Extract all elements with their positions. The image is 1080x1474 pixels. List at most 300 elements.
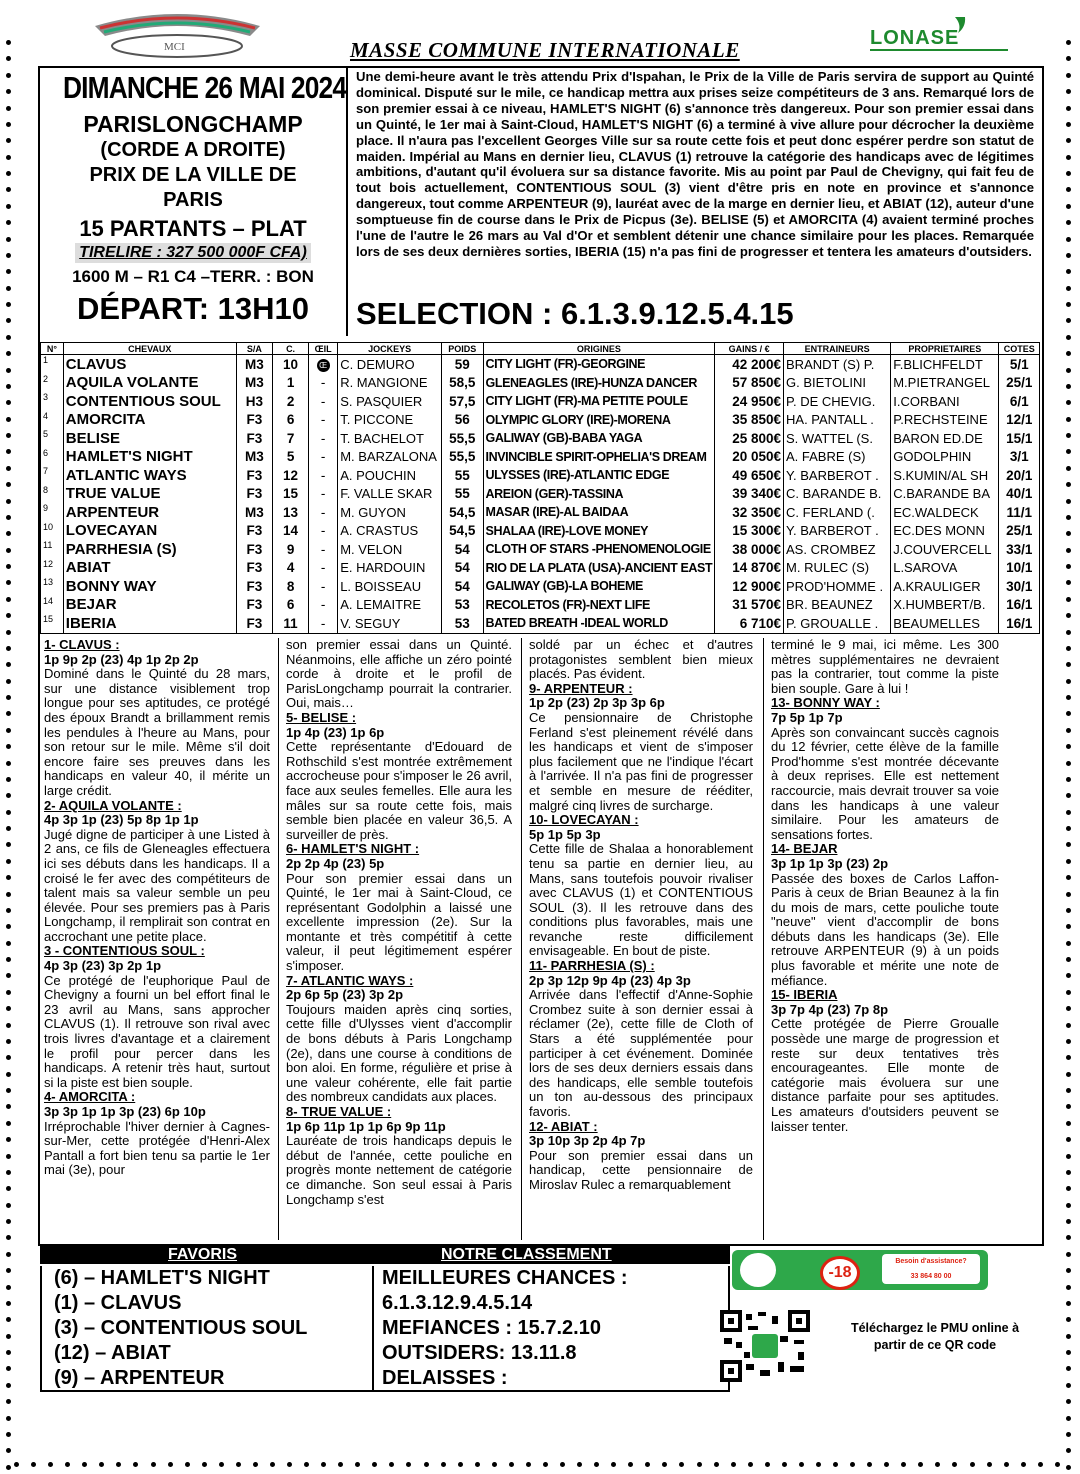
comment-form: 1p 6p 11p 1p 1p 6p 9p 11p [286, 1118, 446, 1134]
border-dot [6, 351, 11, 356]
runner-origines: MASAR (IRE)-AL BAIDAA [483, 503, 715, 522]
border-dot [6, 1285, 11, 1290]
runner-corde: 13 [272, 503, 308, 522]
runner-entraineur: C. BARANDE B. [784, 485, 891, 504]
runner-jockey: M. GUYON [338, 503, 442, 522]
border-dot [6, 1317, 11, 1322]
runner-proprietaire: I.CORBANI [891, 392, 999, 411]
border-dot [1066, 875, 1071, 880]
border-dot [1066, 1416, 1071, 1421]
border-dot [782, 1462, 787, 1467]
border-dot [6, 1235, 11, 1240]
border-dot [99, 1462, 104, 1467]
runner-poids: 55 [442, 466, 483, 485]
selection: SELECTION : 6.1.3.9.12.5.4.15 [356, 296, 794, 331]
border-dot [1066, 220, 1071, 225]
lonase-logo [870, 13, 1010, 58]
runner-jockey: V. SEGUY [338, 614, 442, 633]
border-dot [1004, 1462, 1009, 1467]
runner-proprietaire: X.HUMBERT/B. [891, 596, 999, 615]
border-dot [6, 122, 11, 127]
border-dot [6, 1366, 11, 1371]
comment-heading: 12- ABIAT : [529, 1118, 598, 1134]
comment-text: Toujours maiden après cinq sorties, cette fille d'Ulysses vient d'accomplir de bons débuts à Paris Longchamp (2e), dans une course à conditions de bon aloi. En forme, régulière et prise à une valeur cohérente, elle fait partie des nombreux candidats aux places. [286, 1001, 512, 1105]
border-dot [1066, 499, 1071, 504]
border-dot [1066, 859, 1071, 864]
comment-text: Dominé dans le Quinté du 28 mars, sur une distance visiblement trop longue pour ses aptitudes, ce protégé des époux Brandt a brillamment remis les pendules à l'heure au Mans, pour son retour sur le mile. Même s'il doit encore faire ses preuves dans les handicaps en valeur 40, il mérite un large crédit. [44, 666, 270, 798]
runner-oeil: - [309, 577, 338, 596]
border-dot [6, 220, 11, 225]
border-dot [168, 1462, 173, 1467]
comment-text: Ce protégé de l'euphorique Paul de Chevigny a fourni un bel effort final le 23 avril au Mans, sans approcher CLAVUS (1). Il retrouve son rival avec trois livres d'avantage et a clairement le profil pour percer dans les handicaps. A retenir très haut, surtout si la piste est bien souple. [44, 972, 270, 1090]
runner-origines: CITY LIGHT (FR)-MA PETITE POULE [483, 392, 715, 411]
border-dot [6, 793, 11, 798]
border-dot [6, 204, 11, 209]
runner-entraineur: BRANDT (S) P. [784, 355, 891, 374]
border-dot [6, 138, 11, 143]
runner-origines: RIO DE LA PLATA (USA)-ANCIENT EAST [483, 559, 715, 578]
runner-entraineur: P. DE CHEVIG. [784, 392, 891, 411]
runner-name: CLAVUS [63, 355, 236, 374]
runner-corde: 11 [272, 614, 308, 633]
favoris-item: (9) – ARPENTEUR [54, 1367, 225, 1389]
border-dot [1066, 531, 1071, 536]
runner-cote: 30/1 [999, 577, 1040, 596]
border-dot [1066, 1006, 1071, 1011]
race-tirelire: TIRELIRE : 327 500 000F CFA) [75, 243, 311, 263]
runner-number: 7 [41, 466, 64, 485]
border-dot [6, 990, 11, 995]
border-dot [6, 744, 11, 749]
comment-text: son premier essai dans un Quinté. Néanmoins, elle affiche un zéro pointé corde à droite et le profil de ParisLongchamp pourrait la contrarier. Oui, mais… [286, 638, 512, 711]
comment-text: Après son convaincant succès cagnois du 12 février, cette élève de la famille Prod'homme s'est montrée décevante à deux reprises. Elle est nettement raccourcie, mais devrait trouver sa voie dans les handicaps à une valeur similaire. Pour les amateurs de sensations fortes. [771, 724, 999, 842]
border-dot [1066, 1301, 1071, 1306]
comment-heading: 1- CLAVUS : [44, 638, 120, 652]
download-text: Téléchargez le PMU online à partir de ce QR code [850, 1321, 1020, 1352]
classement-item: DELAISSES : [382, 1367, 508, 1389]
border-dot [509, 1462, 514, 1467]
border-dot [526, 1462, 531, 1467]
left-dotted-border [2, 40, 14, 1470]
border-dot [645, 1462, 650, 1467]
runner-proprietaire: GODOLPHIN [891, 448, 999, 467]
runner-oeil: - [309, 448, 338, 467]
border-dot [1066, 89, 1071, 94]
border-dot [6, 253, 11, 258]
comment-heading: 14- BEJAR [771, 841, 838, 857]
border-dot [6, 335, 11, 340]
runner-gains: 39 340€ [715, 485, 784, 504]
border-dot [6, 1186, 11, 1191]
header-entraineur: ENTRAINEURS [784, 343, 891, 355]
runner-proprietaire: EC.WALDECK [891, 503, 999, 522]
comment-text: soldé par un échec et d'autres protagonistes semblent bien mieux placés. Pas évident. [529, 638, 753, 682]
race-distance: 1600 M – R1 C4 –TERR. : BON [72, 267, 314, 286]
runner-oeil: - [309, 614, 338, 633]
runner-number: 12 [41, 559, 64, 578]
header-jockey: JOCKEYS [338, 343, 442, 355]
border-dot [6, 515, 11, 520]
comment-form: 3p 10p 3p 2p 4p 7p [529, 1133, 646, 1149]
runner-corde: 12 [272, 466, 308, 485]
runner-corde: 1 [272, 374, 308, 393]
runner-jockey: A. CRASTUS [338, 522, 442, 541]
border-dot [6, 106, 11, 111]
runner-gains: 6 710€ [715, 614, 784, 633]
table-row [41, 540, 1040, 559]
border-dot [1066, 711, 1071, 716]
border-dot [1066, 482, 1071, 487]
classement-item: OUTSIDERS: 13.11.8 [382, 1342, 577, 1364]
border-dot [1066, 613, 1071, 618]
runner-poids: 53 [442, 596, 483, 615]
border-dot [6, 531, 11, 536]
border-dot [1066, 73, 1071, 78]
runner-sex-age: F3 [236, 522, 272, 541]
border-dot [1066, 548, 1071, 553]
lonase-logo-text: LONASE [870, 27, 960, 49]
runner-gains: 42 200€ [715, 355, 784, 374]
table-row [41, 522, 1040, 541]
border-dot [6, 499, 11, 504]
runner-number: 14 [41, 596, 64, 615]
runner-corde: 15 [272, 485, 308, 504]
border-dot [6, 89, 11, 94]
runner-origines: CLOTH OF STARS -PHENOMENOLOGIE [483, 540, 715, 559]
runner-sex-age: F3 [236, 411, 272, 430]
comments-column-3 [529, 638, 753, 1240]
border-dot [6, 679, 11, 684]
border-dot [1066, 1465, 1071, 1470]
race-info [40, 68, 348, 336]
runner-oeil: - [309, 596, 338, 615]
border-dot [202, 1462, 207, 1467]
border-dot [1066, 580, 1071, 585]
comment-text: Ce pensionnaire de Christophe Ferland s'est pleinement révélé dans les handicaps et vient de s'imposer plus facilement que ne l'indique l'écart à l'arrivée. Il n'a pas fini de progresser et semble en mesure de rééditer, malgré cinq livres de surcharge. [529, 709, 753, 813]
border-dot [6, 449, 11, 454]
comment-heading: 3 - CONTENTIOUS SOUL : [44, 943, 205, 959]
border-dot [6, 875, 11, 880]
border-dot [1066, 744, 1071, 749]
favoris-item: (6) – HAMLET'S NIGHT [54, 1267, 270, 1289]
runner-cote: 3/1 [999, 448, 1040, 467]
border-dot [6, 957, 11, 962]
runner-proprietaire: EC.DES MONN [891, 522, 999, 541]
border-dot [6, 1072, 11, 1077]
border-dot [1066, 1137, 1071, 1142]
comment-text: terminé le 9 mai, ici même. Les 300 mètres supplémentaires ne devraient pas la contrarier, tout comme la piste bien souple. Gare à lui ! [771, 638, 999, 696]
border-dot [1038, 1462, 1043, 1467]
page-header [90, 8, 1010, 66]
border-dot [1066, 1023, 1071, 1028]
border-dot [1066, 1399, 1071, 1404]
border-dot [1021, 1462, 1026, 1467]
runner-corde: 5 [272, 448, 308, 467]
border-dot [1066, 1170, 1071, 1175]
border-dot [6, 859, 11, 864]
runner-corde: 8 [272, 577, 308, 596]
favoris-item: (3) – CONTENTIOUS SOUL [54, 1317, 308, 1339]
runner-number: 2 [41, 374, 64, 393]
runner-corde: 9 [272, 540, 308, 559]
runner-sex-age: F3 [236, 485, 272, 504]
border-dot [1066, 318, 1071, 323]
border-dot [1066, 1088, 1071, 1093]
favoris-list [40, 1266, 374, 1392]
border-dot [850, 1462, 855, 1467]
runner-number: 3 [41, 392, 64, 411]
runner-entraineur: Y. BARBEROT . [784, 466, 891, 485]
border-dot [6, 761, 11, 766]
border-dot [1066, 1383, 1071, 1388]
runner-sex-age: F3 [236, 577, 272, 596]
border-dot [1066, 351, 1071, 356]
header-oeil: ŒIL [309, 343, 338, 355]
border-dot [1066, 466, 1071, 471]
runner-gains: 35 850€ [715, 411, 784, 430]
border-dot [6, 1154, 11, 1159]
runner-cote: 15/1 [999, 429, 1040, 448]
border-dot [1066, 728, 1071, 733]
border-dot [1066, 1235, 1071, 1240]
border-dot [1066, 646, 1071, 651]
runner-jockey: M. BARZALONA [338, 448, 442, 467]
border-dot [6, 1383, 11, 1388]
border-dot [253, 1462, 258, 1467]
runner-gains: 20 050€ [715, 448, 784, 467]
border-dot [1066, 384, 1071, 389]
classement-item: 6.1.3.12.9.4.5.14 [382, 1292, 533, 1314]
border-dot [6, 433, 11, 438]
favoris-item: (12) – ABIAT [54, 1342, 171, 1364]
border-dot [492, 1462, 497, 1467]
runner-cote: 5/1 [999, 355, 1040, 374]
runner-number: 15 [41, 614, 64, 633]
border-dot [1066, 1104, 1071, 1109]
border-dot [1066, 695, 1071, 700]
border-dot [6, 1170, 11, 1175]
table-row [41, 485, 1040, 504]
border-dot [1066, 56, 1071, 61]
border-dot [1066, 826, 1071, 831]
border-dot [6, 400, 11, 405]
runner-entraineur: C. FERLAND (. [784, 503, 891, 522]
runner-origines: GALIWAY (GB)-LA BOHEME [483, 577, 715, 596]
runner-gains: 15 300€ [715, 522, 784, 541]
border-dot [560, 1462, 565, 1467]
border-dot [577, 1462, 582, 1467]
border-dot [1066, 761, 1071, 766]
header-num: N° [41, 343, 64, 355]
border-dot [6, 1121, 11, 1126]
column-divider [763, 638, 764, 1240]
runner-entraineur: A. FABRE (S) [784, 448, 891, 467]
border-dot [611, 1462, 616, 1467]
table-row [41, 577, 1040, 596]
border-dot [475, 1462, 480, 1467]
border-dot [6, 1465, 11, 1470]
runner-oeil: - [309, 485, 338, 504]
border-dot [1066, 237, 1071, 242]
classement-list [372, 1266, 730, 1392]
runner-poids: 55,5 [442, 448, 483, 467]
runner-number: 8 [41, 485, 64, 504]
border-dot [1066, 515, 1071, 520]
border-dot [6, 630, 11, 635]
border-dot [6, 908, 11, 913]
header-poids: POIDS [442, 343, 483, 355]
comment-form: 2p 6p 5p (23) 3p 2p [286, 987, 404, 1003]
border-dot [1066, 1268, 1071, 1273]
border-dot [6, 941, 11, 946]
runner-origines: RECOLETOS (FR)-NEXT LIFE [483, 596, 715, 615]
assistance-phone: 33 864 80 00 [910, 1273, 952, 1280]
runner-cote: 25/1 [999, 522, 1040, 541]
favoris-item: (1) – CLAVUS [54, 1292, 182, 1314]
border-dot [389, 1462, 394, 1467]
runner-name: BEJAR [63, 596, 236, 615]
runner-oeil [309, 355, 338, 374]
runner-gains: 12 900€ [715, 577, 784, 596]
border-dot [6, 1252, 11, 1257]
comment-heading: 2- AQUILA VOLANTE : [44, 797, 182, 813]
border-dot [6, 1039, 11, 1044]
border-dot [6, 1416, 11, 1421]
runner-poids: 55 [442, 485, 483, 504]
classement-item: MEFIANCES : 15.7.2.10 [382, 1317, 601, 1339]
runner-corde: 4 [272, 559, 308, 578]
border-dot [1066, 253, 1071, 258]
border-dot [1066, 286, 1071, 291]
border-dot [6, 417, 11, 422]
runner-number: 4 [41, 411, 64, 430]
header-sa: S/A [236, 343, 272, 355]
runner-corde: 6 [272, 596, 308, 615]
runner-jockey: S. PASQUIER [338, 392, 442, 411]
header-origines: ORIGINES [483, 343, 715, 355]
race-date: DIMANCHE 26 MAI 2024 [62, 70, 347, 105]
border-dot [543, 1462, 548, 1467]
header-cote: COTES [999, 343, 1040, 355]
border-dot [1066, 842, 1071, 847]
runner-jockey: R. MANGIONE [338, 374, 442, 393]
runner-gains: 24 950€ [715, 392, 784, 411]
border-dot [6, 286, 11, 291]
border-dot [6, 1350, 11, 1355]
header-horse: CHEVAUX [63, 343, 236, 355]
border-dot [1066, 1039, 1071, 1044]
border-dot [1066, 1219, 1071, 1224]
race-depart: DÉPART: 13H10 [76, 291, 309, 326]
border-dot [987, 1462, 992, 1467]
runner-oeil: - [309, 466, 338, 485]
runner-poids: 54 [442, 559, 483, 578]
runner-jockey: F. VALLE SKAR [338, 485, 442, 504]
border-dot [6, 368, 11, 373]
comment-text: Lauréate de trois handicaps depuis le début de l'année, cette pouliche en progrès monte nettement de catégorie ce dimanche. Son seul essai à Paris Longchamp s'est [286, 1133, 512, 1207]
border-dot [151, 1462, 156, 1467]
runner-poids: 58,5 [442, 374, 483, 393]
runner-jockey: T. PICCONE [338, 411, 442, 430]
border-dot [82, 1462, 87, 1467]
border-dot [424, 1462, 429, 1467]
border-dot [1066, 679, 1071, 684]
runner-proprietaire: F.BLICHFELDT [891, 355, 999, 374]
runner-cote: 16/1 [999, 596, 1040, 615]
comment-form: 2p 3p 12p 9p 4p (23) 4p 3p [529, 972, 691, 988]
runner-jockey: A. LEMAITRE [338, 596, 442, 615]
runner-poids: 54 [442, 577, 483, 596]
border-dot [1066, 335, 1071, 340]
runner-cote: 12/1 [999, 411, 1040, 430]
runner-name: PARRHESIA (S) [63, 540, 236, 559]
border-dot [6, 892, 11, 897]
runner-origines: AREION (GER)-TASSINA [483, 485, 715, 504]
column-divider [278, 638, 279, 1240]
comment-form: 4p 3p 1p (23) 5p 8p 1p 1p [44, 812, 199, 828]
table-row [41, 614, 1040, 633]
runner-proprietaire: C.BARANDE BA [891, 485, 999, 504]
runner-cote: 11/1 [999, 503, 1040, 522]
border-dot [6, 187, 11, 192]
border-dot [884, 1462, 889, 1467]
border-dot [6, 1432, 11, 1437]
comment-heading: 13- BONNY WAY : [771, 695, 880, 711]
runner-cote: 33/1 [999, 540, 1040, 559]
runner-oeil: - [309, 411, 338, 430]
border-dot [6, 269, 11, 274]
comment-heading: 8- TRUE VALUE : [286, 1104, 392, 1119]
border-dot [867, 1462, 872, 1467]
comment-form: 5p 1p 5p 3p [529, 826, 601, 842]
runner-entraineur: M. RULEC (S) [784, 559, 891, 578]
border-dot [1066, 564, 1071, 569]
border-dot [185, 1462, 190, 1467]
comment-form: 7p 5p 1p 7p [771, 709, 843, 725]
border-dot [1066, 417, 1071, 422]
border-dot [6, 662, 11, 667]
border-dot [1066, 171, 1071, 176]
runner-number: 10 [41, 522, 64, 541]
runner-sex-age: M3 [236, 355, 272, 374]
border-dot [406, 1462, 411, 1467]
header-corde: C. [272, 343, 308, 355]
border-dot [6, 924, 11, 929]
border-dot [901, 1462, 906, 1467]
border-dot [6, 1334, 11, 1339]
border-dot [1066, 122, 1071, 127]
comment-text: Irréprochable l'hiver dernier à Cagnes-sur-Mer, cette protégée d'Henri-Alex Pantall a fort bien tenu sa partie le 1er mai (3e), pour [44, 1118, 270, 1178]
border-dot [6, 580, 11, 585]
runner-poids: 53 [442, 614, 483, 633]
border-dot [1066, 1350, 1071, 1355]
border-dot [6, 810, 11, 815]
race-prize-line1: PRIX DE LA VILLE DE [89, 164, 297, 186]
lonase-badge-icon [740, 1253, 776, 1287]
border-dot [679, 1462, 684, 1467]
border-dot [1066, 1285, 1071, 1290]
runner-origines: INVINCIBLE SPIRIT-OPHELIA'S DREAM [483, 448, 715, 467]
runner-number: 6 [41, 448, 64, 467]
comment-heading: 5- BELISE : [286, 709, 357, 725]
border-dot [6, 171, 11, 176]
runner-origines: BATED BREATH -IDEAL WORLD [483, 614, 715, 633]
runner-proprietaire: BARON ED.DE [891, 429, 999, 448]
border-dot [1055, 1462, 1060, 1467]
runner-oeil: - [309, 559, 338, 578]
runner-sex-age: M3 [236, 503, 272, 522]
runner-jockey: M. VELON [338, 540, 442, 559]
